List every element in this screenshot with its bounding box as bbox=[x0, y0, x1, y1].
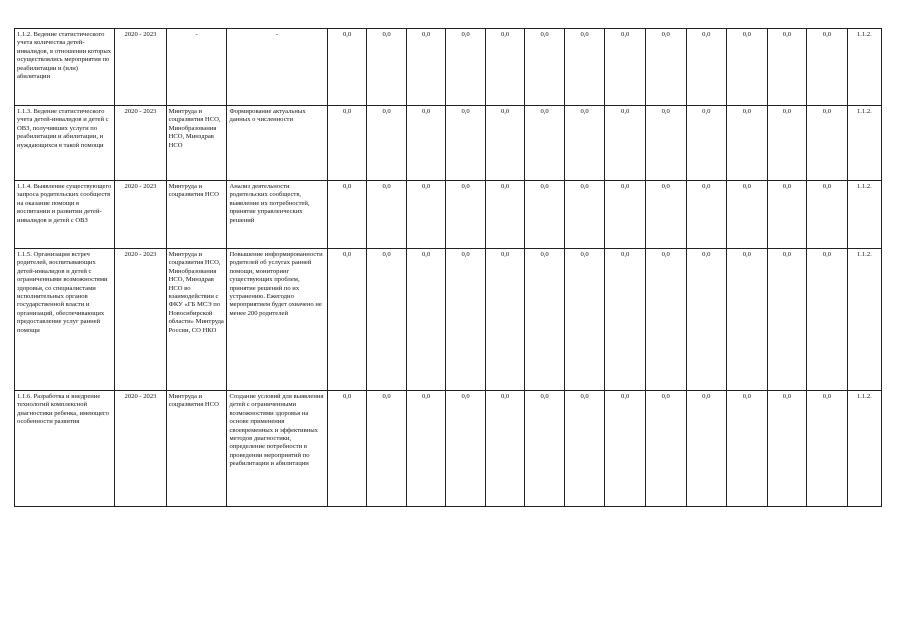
value-cell: 0,0 bbox=[564, 249, 605, 391]
value-cell: 0,0 bbox=[686, 29, 727, 106]
value-cell: 0,0 bbox=[485, 391, 525, 507]
value-cell: 0,0 bbox=[446, 391, 486, 507]
table-body bbox=[15, 29, 882, 507]
value-cell: 0,0 bbox=[446, 181, 486, 249]
value-cell: 0,0 bbox=[727, 181, 768, 249]
value-cell: 0,0 bbox=[605, 181, 646, 249]
value-cell: 0,0 bbox=[485, 249, 525, 391]
task-cell: 1.1.4. Выявление существующего запроса родительских сообществ на оказание помощи в воспитании и развитии детей-инвалидов и детей с ОВЗ bbox=[15, 181, 115, 249]
value-cell: 0,0 bbox=[605, 249, 646, 391]
table-row bbox=[15, 249, 882, 391]
value-cell: 0,0 bbox=[767, 29, 807, 106]
result-cell: Анализ деятельности родительских сообществ, выявление их потребностей, принятие управленческих решений bbox=[227, 181, 327, 249]
value-cell: 0,0 bbox=[406, 181, 446, 249]
executor-cell: - bbox=[166, 29, 227, 106]
value-cell: 0,0 bbox=[485, 29, 525, 106]
value-cell: 0,0 bbox=[406, 106, 446, 181]
value-cell: 0,0 bbox=[767, 181, 807, 249]
value-cell: 0,0 bbox=[564, 106, 605, 181]
value-cell: 0,0 bbox=[727, 391, 768, 507]
value-cell: 0,0 bbox=[485, 106, 525, 181]
value-cell: 0,0 bbox=[564, 29, 605, 106]
period-cell: 2020 - 2023 bbox=[115, 106, 166, 181]
value-cell: 0,0 bbox=[446, 249, 486, 391]
executor-cell: Минтруда и соцразвития НСО bbox=[166, 181, 227, 249]
table-row bbox=[15, 29, 882, 106]
value-cell: 0,0 bbox=[327, 249, 367, 391]
value-cell: 0,0 bbox=[807, 106, 848, 181]
table-row bbox=[15, 106, 882, 181]
program-activities-table bbox=[14, 28, 882, 507]
value-cell: 0,0 bbox=[807, 249, 848, 391]
task-cell: 1.1.5. Организация встреч родителей, воспитывающих детей-инвалидов и детей с ограниченными возможностями здоровья, со специалистами исполнительных органов государственной власти и организаций, обеспечивающих предоставление услуг ранней помощи bbox=[15, 249, 115, 391]
value-cell: 0,0 bbox=[406, 29, 446, 106]
period-cell: 2020 - 2023 bbox=[115, 29, 166, 106]
value-cell: 0,0 bbox=[525, 249, 565, 391]
executor-cell: Минтруда и соцразвития НСО bbox=[166, 391, 227, 507]
value-cell: 0,0 bbox=[605, 106, 646, 181]
value-cell: 0,0 bbox=[767, 391, 807, 507]
value-cell: 0,0 bbox=[645, 106, 686, 181]
indicator-code-cell: 1.1.2. bbox=[847, 391, 881, 507]
value-cell: 0,0 bbox=[645, 181, 686, 249]
value-cell: 0,0 bbox=[564, 181, 605, 249]
value-cell: 0,0 bbox=[406, 249, 446, 391]
value-cell: 0,0 bbox=[686, 181, 727, 249]
value-cell: 0,0 bbox=[525, 106, 565, 181]
value-cell: 0,0 bbox=[525, 181, 565, 249]
period-cell: 2020 - 2023 bbox=[115, 249, 166, 391]
indicator-code-cell: 1.1.2. bbox=[847, 106, 881, 181]
executor-cell: Минтруда и соцразвития НСО, Минобразования НСО, Минздрав НСО bbox=[166, 106, 227, 181]
value-cell: 0,0 bbox=[327, 29, 367, 106]
executor-cell: Минтруда и соцразвития НСО, Минобразования НСО, Минздрав НСО во взаимодействии с ФКУ «ГБ МСЭ по Новосибирской области» Минтруда России, СО НКО bbox=[166, 249, 227, 391]
value-cell: 0,0 bbox=[367, 391, 407, 507]
value-cell: 0,0 bbox=[807, 29, 848, 106]
result-cell: - bbox=[227, 29, 327, 106]
value-cell: 0,0 bbox=[686, 391, 727, 507]
value-cell: 0,0 bbox=[327, 391, 367, 507]
value-cell: 0,0 bbox=[367, 181, 407, 249]
value-cell: 0,0 bbox=[605, 29, 646, 106]
value-cell: 0,0 bbox=[807, 181, 848, 249]
value-cell: 0,0 bbox=[485, 181, 525, 249]
indicator-code-cell: 1.1.2. bbox=[847, 249, 881, 391]
value-cell: 0,0 bbox=[686, 106, 727, 181]
value-cell: 0,0 bbox=[525, 391, 565, 507]
period-cell: 2020 - 2023 bbox=[115, 391, 166, 507]
value-cell: 0,0 bbox=[605, 391, 646, 507]
result-cell: Повышение информированности родителей об услугах ранней помощи, мониторинг существующих проблем, принятие решений по их устранению. Ежегодно мероприятием будет охвачено не менее 200 родителей bbox=[227, 249, 327, 391]
value-cell: 0,0 bbox=[645, 391, 686, 507]
value-cell: 0,0 bbox=[645, 29, 686, 106]
value-cell: 0,0 bbox=[367, 29, 407, 106]
result-cell: Создание условий для выявления детей с ограниченными возможностями здоровья на основе применения своевременных и эффективных методов диагностики, определение потребности в проведении мероприятий по реабилитации и абилитации bbox=[227, 391, 327, 507]
value-cell: 0,0 bbox=[727, 29, 768, 106]
period-cell: 2020 - 2023 bbox=[115, 181, 166, 249]
value-cell: 0,0 bbox=[807, 391, 848, 507]
value-cell: 0,0 bbox=[686, 249, 727, 391]
value-cell: 0,0 bbox=[446, 106, 486, 181]
value-cell: 0,0 bbox=[367, 249, 407, 391]
task-cell: 1.1.2. Ведение статистического учета количества детей-инвалидов, в отношении которых осуществлялись мероприятия по реабилитации и (или) абилитации bbox=[15, 29, 115, 106]
task-cell: 1.1.3. Ведение статистического учета детей-инвалидов и детей с ОВЗ, получивших услуги по реабилитации и абилитации, и нуждающихся в такой помощи bbox=[15, 106, 115, 181]
value-cell: 0,0 bbox=[327, 181, 367, 249]
value-cell: 0,0 bbox=[446, 29, 486, 106]
value-cell: 0,0 bbox=[564, 391, 605, 507]
value-cell: 0,0 bbox=[645, 249, 686, 391]
indicator-code-cell: 1.1.2. bbox=[847, 181, 881, 249]
table-row bbox=[15, 181, 882, 249]
value-cell: 0,0 bbox=[727, 249, 768, 391]
value-cell: 0,0 bbox=[767, 249, 807, 391]
indicator-code-cell: 1.1.2. bbox=[847, 29, 881, 106]
value-cell: 0,0 bbox=[367, 106, 407, 181]
value-cell: 0,0 bbox=[727, 106, 768, 181]
value-cell: 0,0 bbox=[327, 106, 367, 181]
value-cell: 0,0 bbox=[767, 106, 807, 181]
value-cell: 0,0 bbox=[406, 391, 446, 507]
result-cell: Формирование актуальных данных о численности bbox=[227, 106, 327, 181]
table-row bbox=[15, 391, 882, 507]
task-cell: 1.1.6. Разработка и внедрение технологий комплексной диагностики ребенка, имеющего особенности развития bbox=[15, 391, 115, 507]
value-cell: 0,0 bbox=[525, 29, 565, 106]
